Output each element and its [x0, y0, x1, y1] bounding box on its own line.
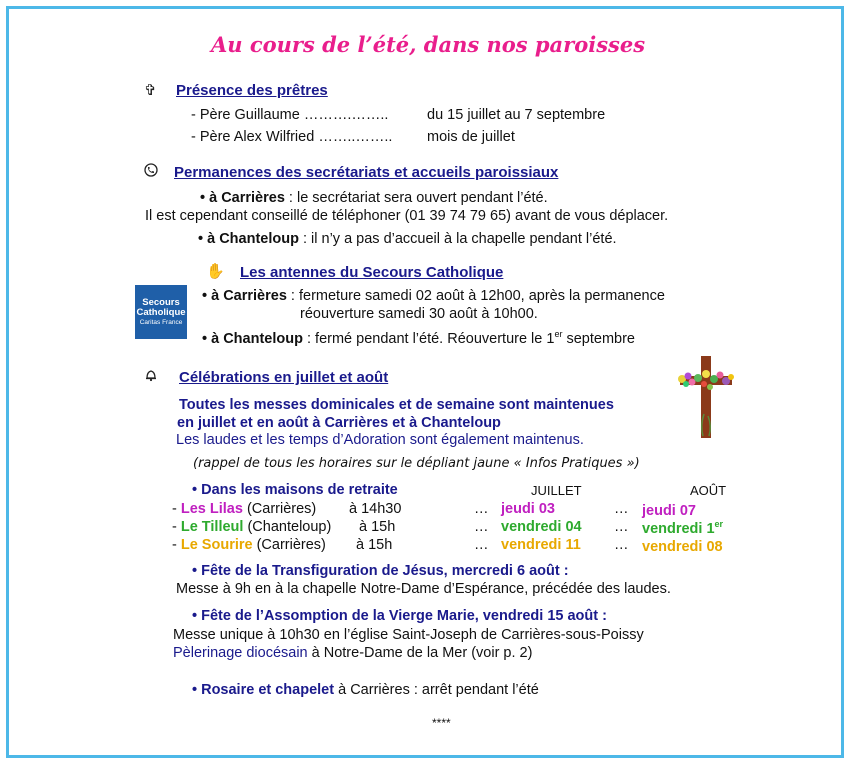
- retraite-time: à 15h: [356, 537, 393, 553]
- ordinal-suffix: er: [554, 329, 563, 339]
- pelerinage-line: [173, 645, 532, 661]
- transfiguration-heading: • Fête de la Transfiguration de Jésus, mercredi 6 août :: [192, 563, 569, 579]
- section-heading-pretres: Présence des prêtres: [176, 82, 328, 99]
- dots: …: [614, 501, 629, 517]
- retraite-place: (Carrières): [242, 501, 317, 517]
- juillet-date: vendredi 11: [501, 537, 581, 553]
- retraite-name: Le Sourire: [180, 537, 253, 553]
- secours-catholique-logo: [135, 285, 187, 339]
- pretre-period: du 15 juillet au 7 septembre: [427, 107, 606, 123]
- secours-text: septembre: [562, 330, 635, 347]
- location-label: • à Carrières: [200, 190, 285, 206]
- pelerinage-text: à Notre-Dame de la Mer (voir p. 2): [307, 645, 533, 661]
- retraite-time: à 14h30: [349, 501, 402, 517]
- pretre-period: mois de juillet: [427, 129, 515, 145]
- secours-text: : fermé pendant l’été. Réouverture le 1: [302, 330, 555, 347]
- dots: …: [474, 519, 489, 535]
- section-heading-celebrations: Célébrations en juillet et août: [179, 369, 389, 386]
- secours-text: : fermeture samedi 02 août à 12h00, après la permanence: [286, 288, 665, 304]
- aout-date-text: vendredi 1: [642, 520, 715, 537]
- row-dash: -: [172, 537, 181, 553]
- secours-carrieres: [202, 288, 665, 304]
- flowered-cross-icon: [674, 354, 738, 440]
- hand-icon: ✋: [206, 263, 225, 280]
- section-heading-permanences: Permanences des secrétariats et accueils paroissiaux: [174, 164, 559, 181]
- page-title: Au cours de l’été, dans nos paroisses: [210, 32, 646, 57]
- aout-date-text: vendredi 08: [642, 538, 723, 555]
- section-separator: ****: [432, 716, 451, 730]
- assomption-heading: • Fête de l’Assomption de la Vierge Marie, vendredi 15 août :: [192, 608, 607, 624]
- assomption-text: Messe unique à 10h30 en l’église Saint-Joseph de Carrières-sous-Poissy: [173, 627, 644, 643]
- horaires-reminder: (rappel de tous les horaires sur le dépliant jaune « Infos Pratiques »): [193, 456, 640, 471]
- location-label: • à Chanteloup: [202, 330, 303, 347]
- dots: …: [614, 519, 629, 535]
- logo-text: Catholique: [136, 307, 186, 318]
- laudes-note: Les laudes et les temps d’Adoration sont également maintenus.: [176, 432, 584, 448]
- retraite-name: Le Tilleul: [180, 519, 244, 535]
- permanence-chanteloup: [198, 231, 617, 247]
- rosaire-label: • Rosaire et chapelet: [192, 682, 335, 698]
- juillet-date: vendredi 04: [501, 519, 582, 535]
- logo-text: Caritas France: [139, 319, 183, 326]
- permanence-carrieres: [200, 190, 548, 206]
- permanence-text: : le secrétariat sera ouvert pendant l’été.: [284, 190, 548, 206]
- dots: …: [614, 537, 629, 553]
- retraite-heading: • Dans les maisons de retraite: [192, 482, 398, 498]
- retraite-name: Les Lilas: [180, 501, 243, 517]
- aout-date: [642, 519, 723, 537]
- location-label: • à Chanteloup: [198, 231, 299, 247]
- phone-icon: [144, 163, 158, 181]
- row-dash: -: [172, 501, 181, 517]
- column-header-aout: AOÛT: [690, 483, 727, 498]
- retraite-time: à 15h: [359, 519, 396, 535]
- logo-text: Secours: [142, 297, 180, 308]
- column-header-juillet: JUILLET: [531, 483, 582, 498]
- pretre-name: - Père Alex Wilfried ……..……..: [191, 129, 393, 145]
- rosaire-text: à Carrières : arrêt pendant l’été: [334, 682, 539, 698]
- celebrations-main-line: Toutes les messes dominicales et de semaine sont maintenues: [179, 397, 614, 413]
- row-dash: -: [172, 519, 181, 535]
- permanence-phone-advice: Il est cependant conseillé de téléphoner (01 39 74 79 65) avant de vous déplacer.: [145, 208, 669, 224]
- celebrations-main-line: en juillet et en août à Carrières et à Chanteloup: [177, 415, 501, 431]
- secours-reopening: réouverture samedi 30 août à 10h00.: [300, 306, 538, 322]
- pelerinage-link[interactable]: Pèlerinage diocésain: [173, 645, 308, 661]
- pretre-name: - Père Guillaume ……….……..: [191, 107, 389, 123]
- transfiguration-text: Messe à 9h en à la chapelle Notre-Dame d’Espérance, précédée des laudes.: [176, 581, 671, 597]
- juillet-date: jeudi 03: [501, 501, 555, 517]
- retraite-entry: [172, 501, 316, 517]
- aout-date-text: jeudi 07: [642, 502, 696, 519]
- secours-chanteloup: [202, 329, 635, 347]
- retraite-entry: [172, 519, 331, 535]
- ordinal-suffix: er: [714, 519, 724, 529]
- rosaire-line: [192, 682, 539, 698]
- retraite-place: (Carrières): [252, 537, 326, 553]
- aout-date: [642, 537, 723, 555]
- permanence-text: : il n’y a pas d’accueil à la chapelle pendant l’été.: [298, 231, 617, 247]
- location-label: • à Carrières: [202, 288, 287, 304]
- cross-icon: ✞: [144, 82, 157, 99]
- section-heading-secours: Les antennes du Secours Catholique: [240, 264, 504, 281]
- retraite-place: (Chanteloup): [243, 519, 332, 535]
- dots: …: [474, 501, 489, 517]
- bell-icon: [144, 368, 158, 386]
- aout-date: [642, 501, 696, 519]
- retraite-entry: [172, 537, 326, 553]
- dots: …: [474, 537, 489, 553]
